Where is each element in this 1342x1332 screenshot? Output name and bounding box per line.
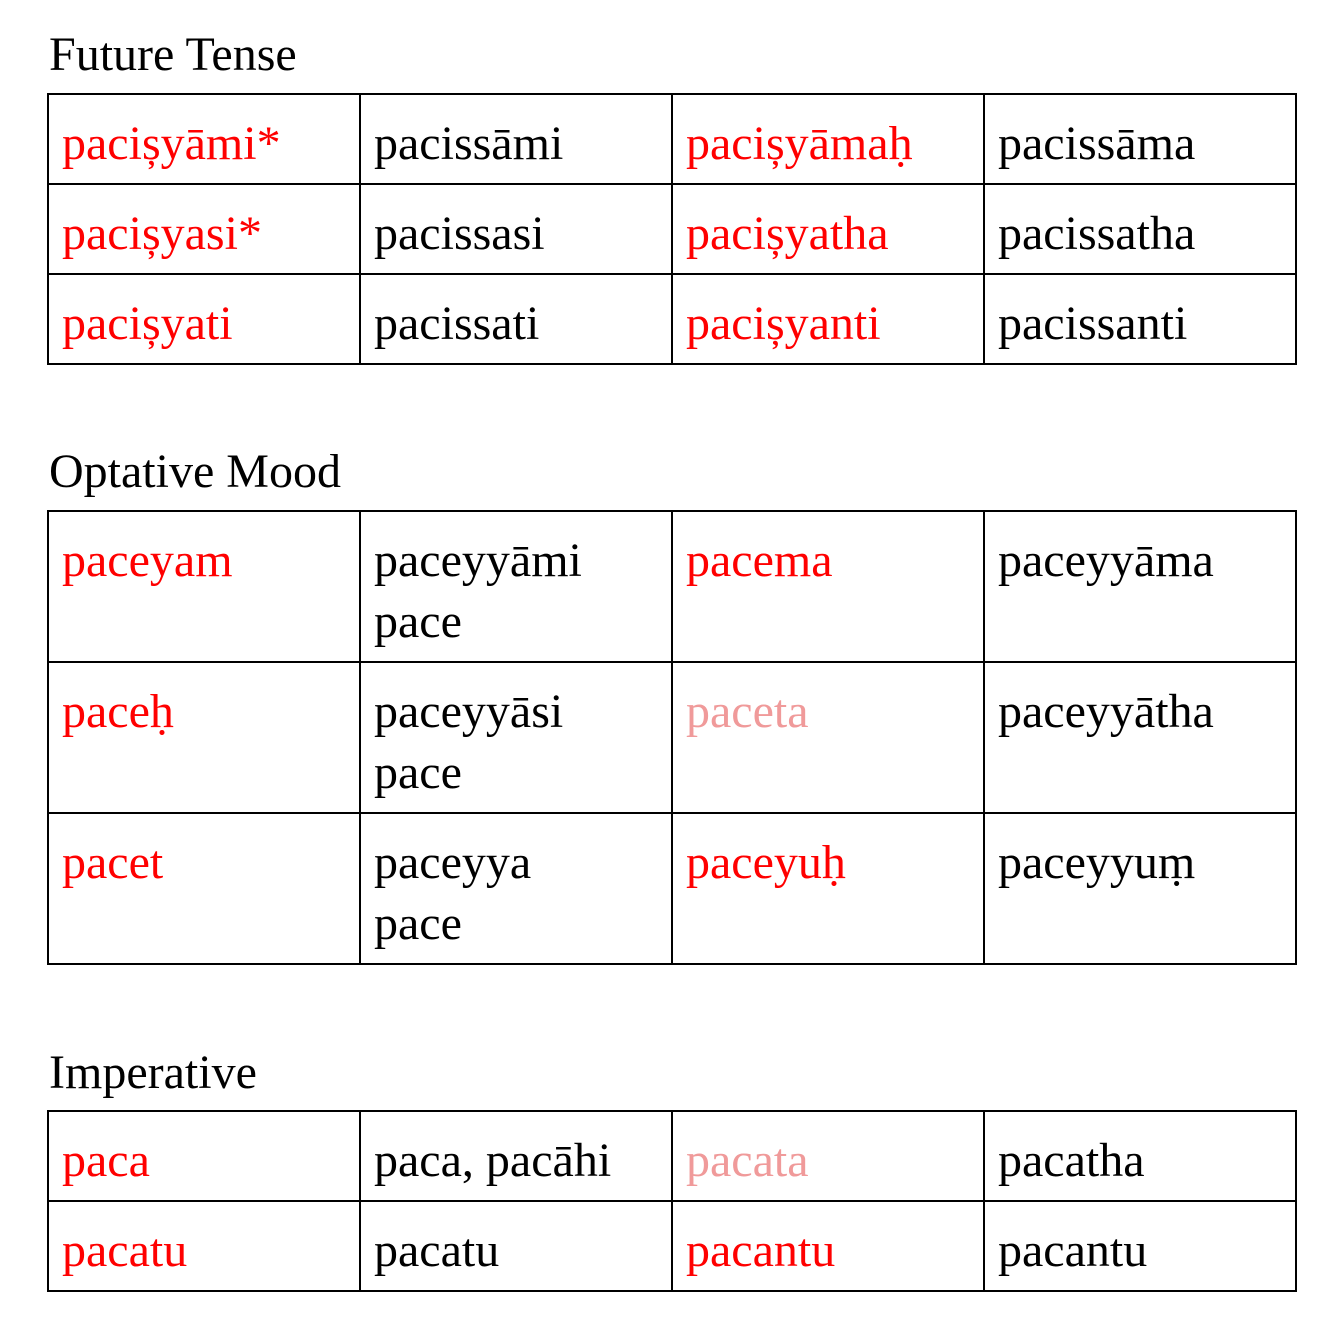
form-text: pacet [62, 836, 164, 889]
form-text: pacantu [686, 1224, 836, 1277]
form-text: pacema [686, 534, 833, 587]
form-text: pacissasi [374, 207, 545, 260]
form-text: paceta [686, 685, 809, 738]
table-row [48, 813, 1296, 964]
form-text: pacantu [998, 1224, 1148, 1277]
section-title: Optative Mood [49, 445, 341, 498]
form-text: pacișyati [62, 297, 233, 350]
pali-form-cell [984, 1201, 1296, 1291]
form-text: pacișyasi* [62, 207, 262, 260]
section-title: Imperative [49, 1046, 257, 1099]
sanskrit-form-cell [48, 511, 360, 662]
form-text: paceyuḥ [686, 836, 846, 889]
form-text: paca, pacāhi [374, 1134, 612, 1187]
form-text: pacissatha [998, 207, 1196, 260]
form-text: pacissati [374, 297, 540, 350]
form-text: paceḥ [62, 685, 174, 738]
form-text: paceyyāmi [374, 534, 582, 587]
form-text: pacissāma [998, 117, 1196, 170]
form-text: pace [374, 897, 462, 950]
form-text: paceyam [62, 534, 233, 587]
future-tense-table [47, 93, 1297, 365]
form-text: paceyyuṃ [998, 836, 1196, 889]
form-text: paceyya [374, 836, 532, 889]
table-row [48, 511, 1296, 662]
optative-mood-table [47, 510, 1297, 965]
sanskrit-form-cell [48, 94, 360, 184]
table-row [48, 184, 1296, 274]
sanskrit-form-cell [48, 662, 360, 813]
form-text: pacatha [998, 1134, 1145, 1187]
form-text: paceyyātha [998, 685, 1214, 738]
sanskrit-form-cell [672, 1201, 984, 1291]
sanskrit-form-cell [672, 184, 984, 274]
form-text: pacișyanti [686, 297, 881, 350]
pali-form-cell [360, 94, 672, 184]
sanskrit-form-cell [672, 511, 984, 662]
table-row [48, 94, 1296, 184]
pali-form-cell [984, 662, 1296, 813]
pali-form-cell [360, 1201, 672, 1291]
section-title: Future Tense [49, 28, 297, 81]
sanskrit-form-cell [48, 184, 360, 274]
form-text: pace [374, 746, 462, 799]
sanskrit-form-cell [672, 662, 984, 813]
pali-form-cell [360, 813, 672, 964]
table-row [48, 1111, 1296, 1201]
form-text: pacișyāmaḥ [686, 117, 913, 170]
pali-form-cell [984, 274, 1296, 364]
sanskrit-form-cell [48, 1201, 360, 1291]
form-text: pacișyāmi* [62, 117, 281, 170]
form-text: paceyyāma [998, 534, 1214, 587]
form-text: pacatu [62, 1224, 188, 1277]
pali-form-cell [984, 511, 1296, 662]
form-text: pacata [686, 1134, 809, 1187]
form-text: pacissāmi [374, 117, 564, 170]
pali-form-cell [360, 511, 672, 662]
sanskrit-form-cell [48, 274, 360, 364]
pali-form-cell [360, 662, 672, 813]
table-row [48, 274, 1296, 364]
imperative-table [47, 1110, 1297, 1292]
pali-form-cell [984, 184, 1296, 274]
form-text: pacissanti [998, 297, 1188, 350]
form-text: pacișyatha [686, 207, 889, 260]
pali-form-cell [984, 1111, 1296, 1201]
sanskrit-form-cell [672, 274, 984, 364]
pali-form-cell [984, 94, 1296, 184]
table-row [48, 1201, 1296, 1291]
form-text: pace [374, 595, 462, 648]
pali-form-cell [360, 274, 672, 364]
form-text: paca [62, 1134, 150, 1187]
pali-form-cell [984, 813, 1296, 964]
sanskrit-form-cell [48, 1111, 360, 1201]
sanskrit-form-cell [672, 1111, 984, 1201]
form-text: paceyyāsi [374, 685, 564, 738]
table-row [48, 662, 1296, 813]
form-text: pacatu [374, 1224, 500, 1277]
pali-form-cell [360, 184, 672, 274]
sanskrit-form-cell [672, 813, 984, 964]
sanskrit-form-cell [672, 94, 984, 184]
pali-form-cell [360, 1111, 672, 1201]
sanskrit-form-cell [48, 813, 360, 964]
